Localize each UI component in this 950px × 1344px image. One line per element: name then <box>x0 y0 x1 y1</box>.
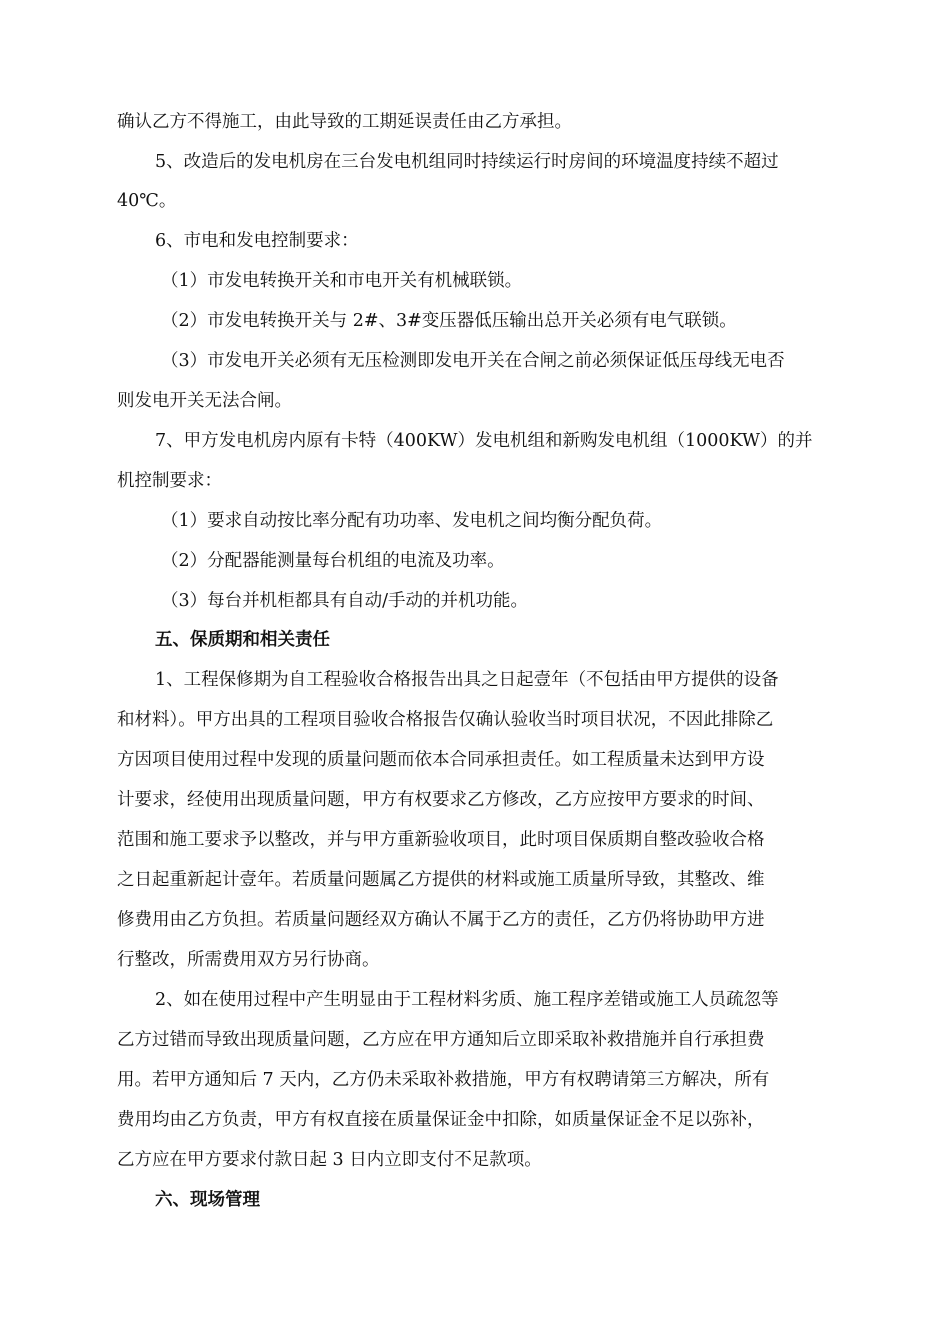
text-line: （2）分配器能测量每台机组的电流及功率。 <box>161 551 505 571</box>
section-heading: 六、现场管理 <box>155 1190 260 1210</box>
text-line: 修费用由乙方负担。若质量问题经双方确认不属于乙方的责任，乙方仍将协助甲方进 <box>117 910 765 930</box>
text-line: 则发电开关无法合闸。 <box>117 391 292 411</box>
text-line: 行整改，所需费用双方另行协商。 <box>117 950 380 970</box>
text-line: 1、工程保修期为自工程验收合格报告出具之日起壹年（不包括由甲方提供的设备 <box>155 670 779 690</box>
text-line: 和材料）。甲方出具的工程项目验收合格报告仅确认验收当时项目状况，不因此排除乙 <box>117 710 774 730</box>
text-line: （2）市发电转换开关与 2#、3#变压器低压输出总开关必须有电气联锁。 <box>161 311 737 331</box>
text-line: 乙方过错而导致出现质量问题，乙方应在甲方通知后立即采取补救措施并自行承担费 <box>117 1030 765 1050</box>
section-heading: 五、保质期和相关责任 <box>155 630 330 650</box>
text-line: 40℃。 <box>117 191 177 211</box>
text-line: 5、改造后的发电机房在三台发电机组同时持续运行时房间的环境温度持续不超过 <box>155 152 779 172</box>
text-line: 机控制要求： <box>117 471 222 491</box>
text-line: 范围和施工要求予以整改，并与甲方重新验收项目，此时项目保质期自整改验收合格 <box>117 830 765 850</box>
text-line: 用。若甲方通知后 7 天内，乙方仍未采取补救措施，甲方有权聘请第三方解决，所有 <box>117 1070 770 1090</box>
text-line: 方因项目使用过程中发现的质量问题而依本合同承担责任。如工程质量未达到甲方设 <box>117 750 765 770</box>
text-line: 费用均由乙方负责，甲方有权直接在质量保证金中扣除，如质量保证金不足以弥补， <box>117 1110 765 1130</box>
text-line: 乙方应在甲方要求付款日起 3 日内立即支付不足款项。 <box>117 1150 542 1170</box>
text-line: （1）要求自动按比率分配有功功率、发电机之间均衡分配负荷。 <box>161 511 663 531</box>
text-line: （3）市发电开关必须有无压检测即发电开关在合闸之前必须保证低压母线无电否 <box>161 351 785 371</box>
text-line: 2、如在使用过程中产生明显由于工程材料劣质、施工程序差错或施工人员疏忽等 <box>155 990 779 1010</box>
text-line: （3）每台并机柜都具有自动/手动的并机功能。 <box>161 591 529 611</box>
text-line: 6、市电和发电控制要求： <box>155 231 359 251</box>
text-line: （1）市发电转换开关和市电开关有机械联锁。 <box>161 271 523 291</box>
text-line: 确认乙方不得施工，由此导致的工期延误责任由乙方承担。 <box>117 112 572 132</box>
text-line: 7、甲方发电机房内原有卡特（400KW）发电机组和新购发电机组（1000KW）的并 <box>155 431 813 451</box>
text-line: 之日起重新起计壹年。若质量问题属乙方提供的材料或施工质量所导致，其整改、维 <box>117 870 765 890</box>
text-line: 计要求，经使用出现质量问题，甲方有权要求乙方修改，乙方应按甲方要求的时间、 <box>117 790 765 810</box>
